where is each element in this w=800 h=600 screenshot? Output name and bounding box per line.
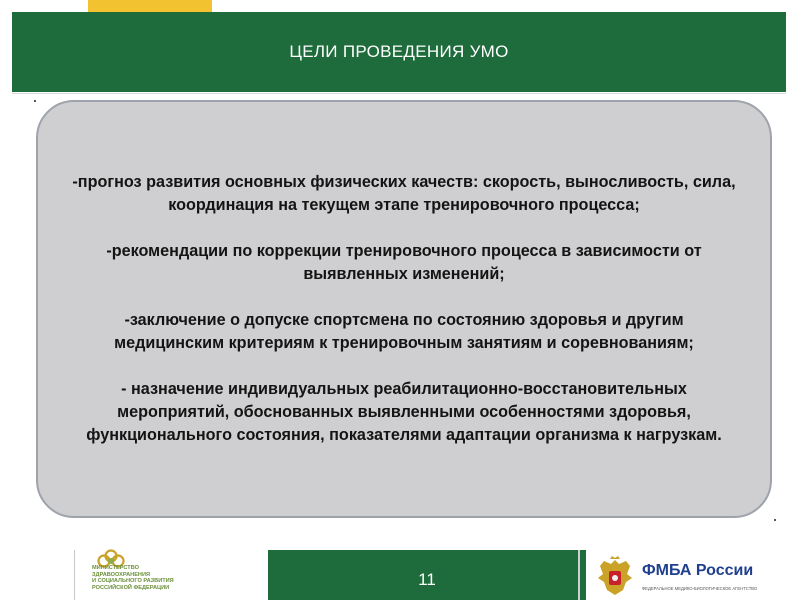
goal-item: -рекомендации по коррекции тренировочного процесса в зависимости от выявленных изменений; <box>106 242 702 283</box>
goal-item: - назначение индивидуальных реабилитационно-восстановительных мероприятий, обоснованных выявленными особенностями здоровья, функционального состояния, показателями адаптации организма к нагрузкам. <box>86 380 722 444</box>
goal-item: -заключение о допуске спортсмена по состоянию здоровья и другим медицинским критериям к тренировочным занятиям и соревнованиям; <box>114 311 694 352</box>
fmba-subtitle: ФЕДЕРАЛЬНОЕ МЕДИКО-БИОЛОГИЧЕСКОЕ АГЕНТСТВО <box>642 586 758 591</box>
top-accent-bar <box>88 0 212 12</box>
decor-dot <box>34 100 36 102</box>
ministry-name <box>92 565 242 591</box>
fmba-title: ФМБА России <box>642 562 754 579</box>
decor-dot <box>774 519 776 521</box>
page-number-box <box>268 550 586 600</box>
double-headed-eagle-emblem-icon <box>596 556 634 598</box>
ministry-line: МИНИСТЕРСТВО <box>92 565 139 571</box>
page-number: 11 <box>418 570 436 589</box>
header-divider <box>12 93 786 94</box>
goals-panel <box>36 100 772 518</box>
page-title: ЦЕЛИ ПРОВЕДЕНИЯ УМО <box>289 42 509 61</box>
ministry-line: РОССИЙСКОЙ ФЕДЕРАЦИИ <box>92 584 170 591</box>
page-box-divider <box>578 550 580 600</box>
title-bar <box>12 12 786 92</box>
ministry-line: ЗДРАВООХРАНЕНИЯ <box>92 571 151 578</box>
ministry-line: И СОЦИАЛЬНОГО РАЗВИТИЯ <box>92 578 174 585</box>
footer-divider <box>74 550 75 600</box>
goal-item: -прогноз развития основных физических качеств: скорость, выносливость, сила, координация на текущем этапе тренировочного процесса; <box>72 173 736 214</box>
